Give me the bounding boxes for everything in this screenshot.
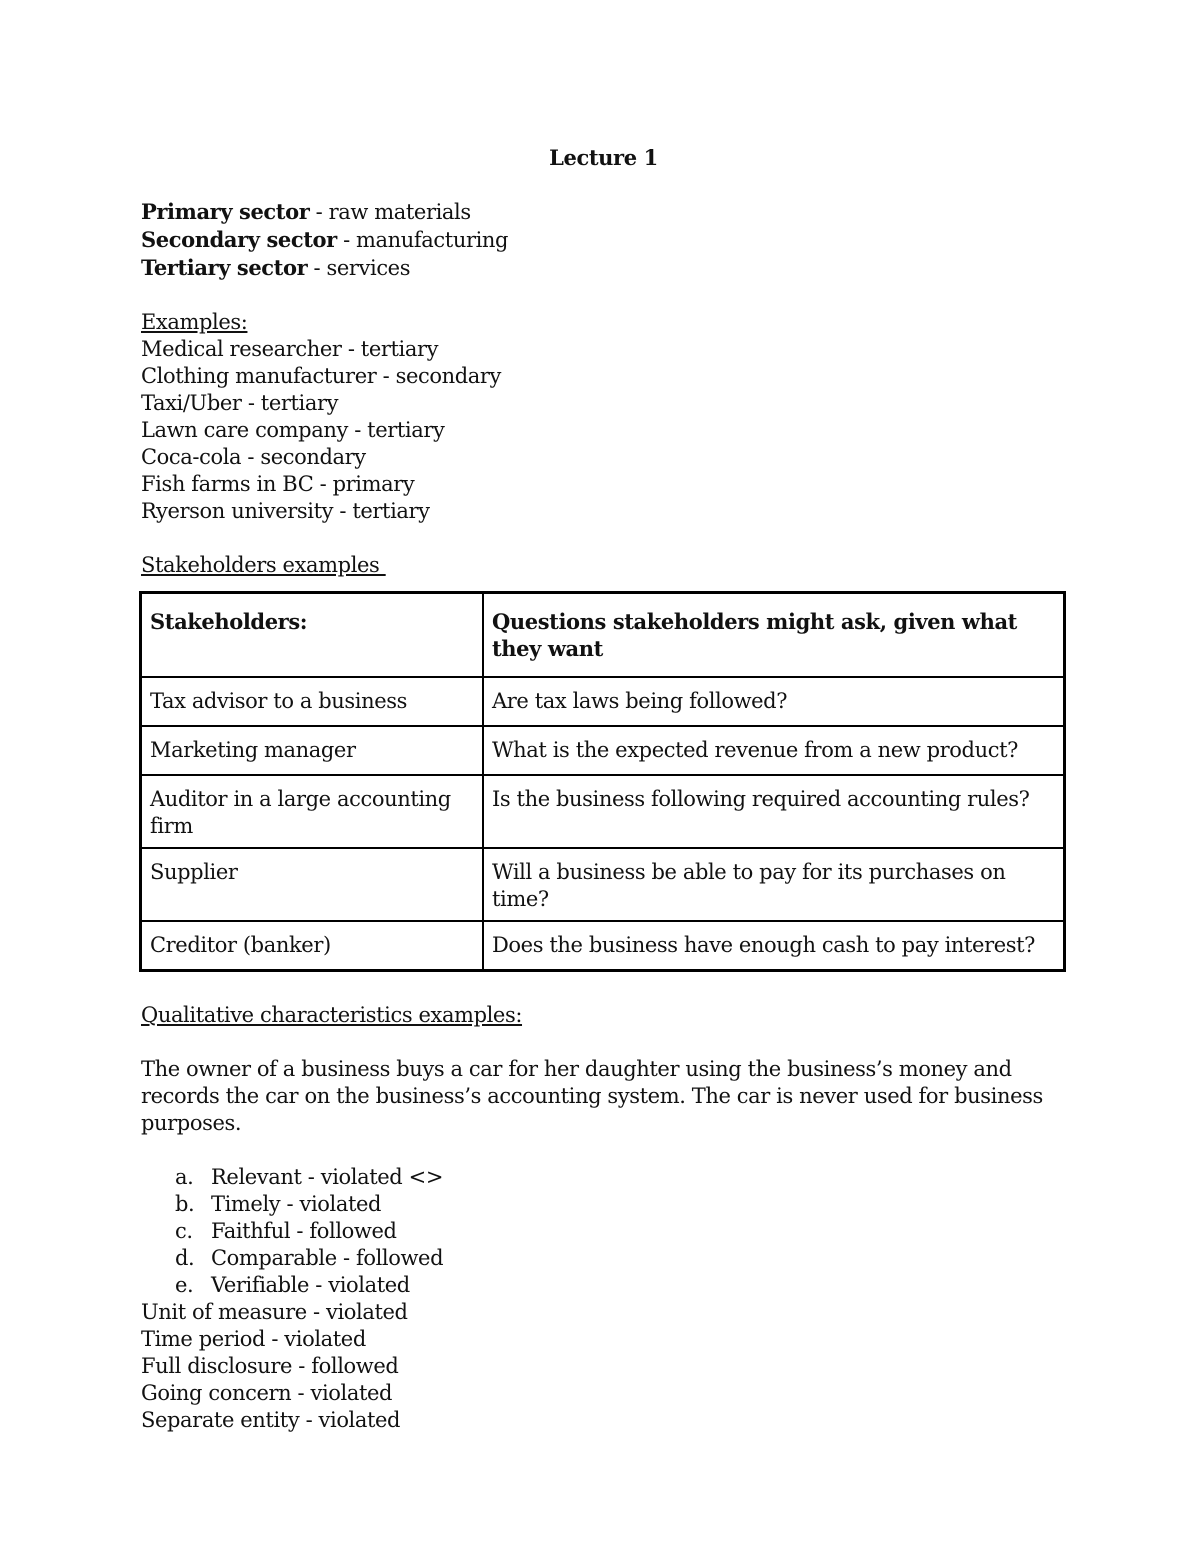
table-cell-question: What is the expected revenue from a new product? <box>483 726 1065 775</box>
sector-secondary <box>141 226 1066 254</box>
table-cell-stakeholder: Auditor in a large accounting firm <box>141 775 484 848</box>
sector-name: Secondary sector <box>141 227 337 252</box>
list-item-text: Faithful - followed <box>211 1219 397 1243</box>
stakeholders-heading: Stakeholders examples <box>141 553 386 577</box>
sector-primary <box>141 198 1066 226</box>
table-cell-question: Will a business be able to pay for its purchases on time? <box>483 848 1065 921</box>
assumption-item: Going concern - violated <box>141 1381 393 1405</box>
list-item-text: Timely - violated <box>211 1192 382 1216</box>
table-cell-question: Does the business have enough cash to pay interest? <box>483 921 1065 971</box>
sector-name: Primary sector <box>141 199 310 224</box>
sector-list <box>141 198 1066 282</box>
sector-desc: - services <box>307 256 411 280</box>
table-row <box>141 921 1065 971</box>
list-item-text: Relevant - violated <> <box>211 1165 444 1189</box>
example-item: Ryerson university - tertiary <box>141 499 430 523</box>
assumption-item: Full disclosure - followed <box>141 1354 399 1378</box>
list-item <box>175 1191 1066 1218</box>
table-header-cell: Questions stakeholders might ask, given what they want <box>483 593 1065 678</box>
table-header-row <box>141 593 1065 678</box>
table-cell-stakeholder: Supplier <box>141 848 484 921</box>
spacer <box>141 525 1066 552</box>
examples-list <box>141 336 1066 525</box>
table-cell-question: Is the business following required accounting rules? <box>483 775 1065 848</box>
list-marker: b. <box>175 1192 195 1216</box>
assumption-item: Time period - violated <box>141 1327 366 1351</box>
list-item-text: Verifiable - violated <box>211 1273 410 1297</box>
spacer <box>141 1137 1066 1164</box>
list-marker: c. <box>175 1219 193 1243</box>
list-item <box>175 1245 1066 1272</box>
page-title: Lecture 1 <box>549 145 658 170</box>
example-item: Medical researcher - tertiary <box>141 337 439 361</box>
example-item: Lawn care company - tertiary <box>141 418 445 442</box>
examples-heading: Examples: <box>141 310 248 334</box>
list-marker: e. <box>175 1273 194 1297</box>
list-item <box>175 1272 1066 1299</box>
table-row <box>141 848 1065 921</box>
table-row <box>141 726 1065 775</box>
example-item: Taxi/Uber - tertiary <box>141 391 339 415</box>
example-item: Clothing manufacturer - secondary <box>141 364 502 388</box>
spacer <box>141 282 1066 309</box>
sector-name: Tertiary sector <box>141 255 308 280</box>
list-item <box>175 1164 1066 1191</box>
stakeholders-table <box>139 591 1066 972</box>
scenario-paragraph: The owner of a business buys a car for her daughter using the business’s money and records the car on the business’s accounting system. The car is never used for business purposes. <box>141 1057 1043 1135</box>
table-cell-stakeholder: Tax advisor to a business <box>141 677 484 726</box>
table-header-cell: Stakeholders: <box>141 593 484 678</box>
table-cell-stakeholder: Marketing manager <box>141 726 484 775</box>
spacer <box>141 972 1066 1002</box>
sector-desc: - raw materials <box>309 200 471 224</box>
spacer <box>141 1029 1066 1056</box>
document-page <box>141 140 1066 1434</box>
table-row <box>141 775 1065 848</box>
list-item-text: Comparable - followed <box>211 1246 444 1270</box>
assumptions-list <box>141 1299 1066 1434</box>
table-cell-question: Are tax laws being followed? <box>483 677 1065 726</box>
assumption-item: Unit of measure - violated <box>141 1300 408 1324</box>
sector-desc: - manufacturing <box>336 228 509 252</box>
qualitative-heading: Qualitative characteristics examples: <box>141 1003 523 1027</box>
example-item: Fish farms in BC - primary <box>141 472 415 496</box>
table-row <box>141 677 1065 726</box>
list-marker: a. <box>175 1165 194 1189</box>
example-item: Coca-cola - secondary <box>141 445 366 469</box>
table-cell-stakeholder: Creditor (banker) <box>141 921 484 971</box>
sector-tertiary <box>141 254 1066 282</box>
characteristics-list <box>141 1164 1066 1299</box>
assumption-item: Separate entity - violated <box>141 1408 401 1432</box>
list-item <box>175 1218 1066 1245</box>
list-marker: d. <box>175 1246 195 1270</box>
